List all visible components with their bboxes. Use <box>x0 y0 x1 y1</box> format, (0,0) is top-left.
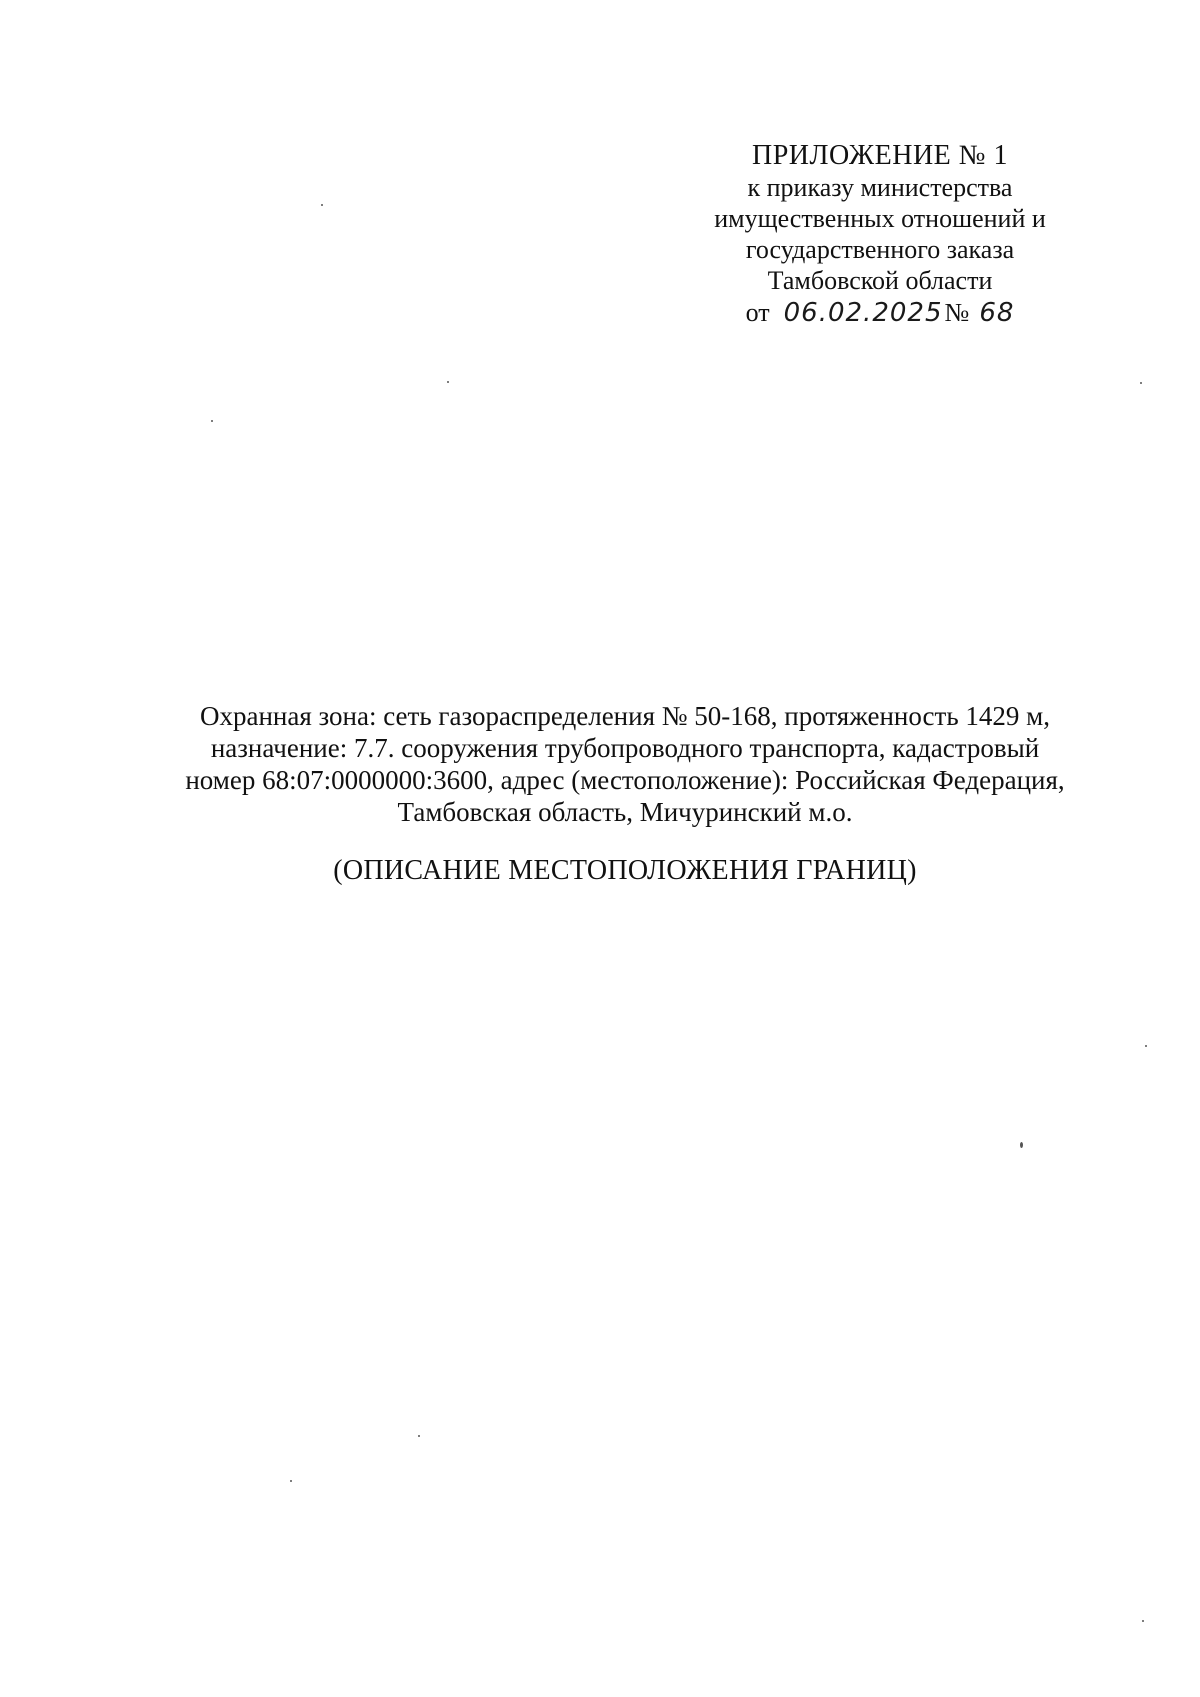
appendix-line-procurement: государственного заказа <box>745 235 1015 264</box>
zone-description-line: Тамбовская область, Мичуринский м.о. <box>397 797 853 827</box>
date-prefix: от <box>745 298 770 327</box>
number-sign: № <box>944 298 970 327</box>
appendix-header <box>670 140 1090 329</box>
appendix-line-order: к приказу министерства <box>747 173 1013 202</box>
scan-speck <box>290 1480 292 1482</box>
appendix-line-ministry: имущественных отношений и <box>714 204 1046 233</box>
appendix-date-line <box>670 297 1090 329</box>
scan-speck <box>321 204 323 206</box>
zone-description-line: Охранная зона: сеть газораспределения № 50-168, протяженность 1429 м, <box>200 701 1050 731</box>
scan-speck <box>1145 1045 1147 1047</box>
scan-speck <box>447 381 449 383</box>
scan-speck <box>418 1435 420 1437</box>
scan-speck <box>211 420 213 422</box>
handwritten-number: 68 <box>979 298 1015 328</box>
handwritten-date: 06.02.2025 <box>783 298 943 328</box>
zone-description-line: номер 68:07:0000000:3600, адрес (местоположение): Российская Федерация, <box>185 765 1065 795</box>
appendix-line-region: Тамбовской области <box>767 266 993 295</box>
scan-speck <box>1142 1620 1144 1622</box>
scan-speck <box>1140 382 1142 384</box>
zone-description-line: назначение: 7.7. сооружения трубопроводного транспорта, кадастровый <box>210 733 1040 763</box>
protection-zone-description <box>130 700 1120 828</box>
scan-speck <box>1020 1142 1023 1148</box>
appendix-title: ПРИЛОЖЕНИЕ № 1 <box>752 140 1008 171</box>
section-title: (ОПИСАНИЕ МЕСТОПОЛОЖЕНИЯ ГРАНИЦ) <box>333 855 917 886</box>
